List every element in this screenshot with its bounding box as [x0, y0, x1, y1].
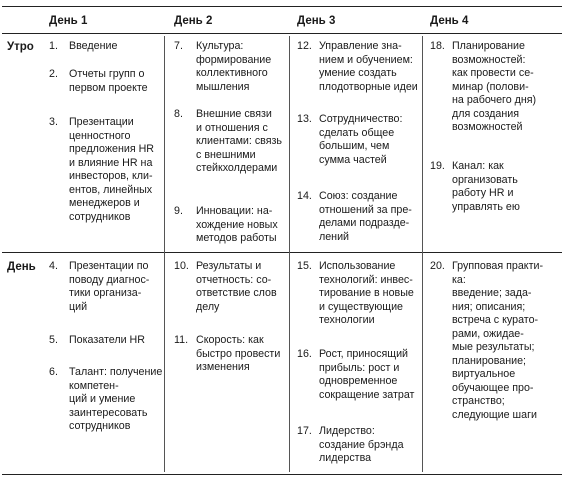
agenda-item-text: Управление зна- нием и обучением: умение создать плодотворные идеи	[319, 40, 418, 93]
row-label-day: День	[7, 261, 36, 273]
agenda-item-text: Отчеты групп о первом проекте	[69, 68, 148, 94]
column-divider	[164, 36, 165, 472]
agenda-item-number: 6.	[49, 366, 58, 378]
agenda-item-text: Использование технологий: инвес- тирование в новые и существующие технологии	[319, 260, 414, 326]
agenda-item-number: 16.	[297, 348, 312, 360]
agenda-item-number: 8.	[174, 108, 183, 120]
agenda-item-number: 20.	[430, 260, 445, 272]
column-divider	[289, 36, 290, 472]
agenda-item-text: Групповая практи- ка: введение; зада- ния; описания; встреча с курато- рами, ожидае- мые результаты; планирование; виртуальное обучающее про- странство; следующие шаги	[452, 260, 544, 421]
column-header-day-1: День 1	[49, 15, 88, 27]
bottom-rule	[2, 474, 562, 475]
agenda-item-number: 18.	[430, 40, 445, 52]
top-rule	[2, 6, 562, 7]
agenda-item-number: 7.	[174, 40, 183, 52]
agenda-item-number: 4.	[49, 260, 58, 272]
agenda-item-number: 17.	[297, 425, 312, 437]
agenda-item-text: Внешние связи и отношения с клиентами: связь с внешними стейкхолдерами	[196, 108, 282, 174]
header-rule	[2, 33, 562, 34]
column-header-day-3: День 3	[297, 15, 336, 27]
agenda-item-text: Введение	[69, 40, 118, 52]
agenda-item-number: 2.	[49, 68, 58, 80]
agenda-item-text: Планирование возможностей: как провести се- минар (полови- на рабочего дня) для создания возможностей	[452, 40, 537, 133]
agenda-item-number: 5.	[49, 334, 58, 346]
column-divider	[422, 36, 423, 472]
agenda-item-text: Презентации по поводу диагнос- тики организа- ций	[69, 260, 150, 313]
column-header-day-4: День 4	[430, 15, 469, 27]
agenda-item-number: 1.	[49, 40, 58, 52]
agenda-item-number: 12.	[297, 40, 312, 52]
agenda-item-number: 15.	[297, 260, 312, 272]
agenda-item-number: 14.	[297, 190, 312, 202]
agenda-item-number: 3.	[49, 116, 58, 128]
agenda-item-number: 13.	[297, 113, 312, 125]
agenda-item-number: 9.	[174, 205, 183, 217]
agenda-item-number: 11.	[174, 334, 189, 346]
agenda-item-number: 10.	[174, 260, 189, 272]
agenda-item-text: Лидерство: создание брэнда лидерства	[319, 425, 404, 464]
agenda-item-text: Скорость: как быстро провести изменения	[196, 334, 281, 373]
agenda-item-text: Сотрудничество: сделать общее большим, чем сумма частей	[319, 113, 403, 166]
row-divider	[2, 252, 562, 253]
agenda-item-text: Показатели HR	[69, 334, 145, 346]
column-header-day-2: День 2	[174, 15, 213, 27]
agenda-item-number: 19.	[430, 160, 445, 172]
agenda-item-text: Рост, приносящий прибыль: рост и одновременное сокращение затрат	[319, 348, 415, 401]
agenda-item-text: Союз: создание отношений за пре- делами подразде- лений	[319, 190, 412, 243]
agenda-item-text: Канал: как организовать работу HR и управлять ею	[452, 160, 520, 213]
agenda-item-text: Результаты и отчетность: со- ответствие слов делу	[196, 260, 277, 313]
row-label-morning: Утро	[7, 41, 34, 53]
agenda-item-text: Культура: формирование коллективного мышления	[196, 40, 272, 93]
agenda-item-text: Талант: получение компетен- ций и умение заинтересовать сотрудников	[69, 366, 163, 432]
agenda-item-text: Инновации: на- хождение новых методов работы	[196, 205, 278, 244]
agenda-item-text: Презентации ценностного предложения HR и влияние HR на инвесторов, кли- ентов, линейных менеджеров и сотрудников	[69, 116, 155, 223]
